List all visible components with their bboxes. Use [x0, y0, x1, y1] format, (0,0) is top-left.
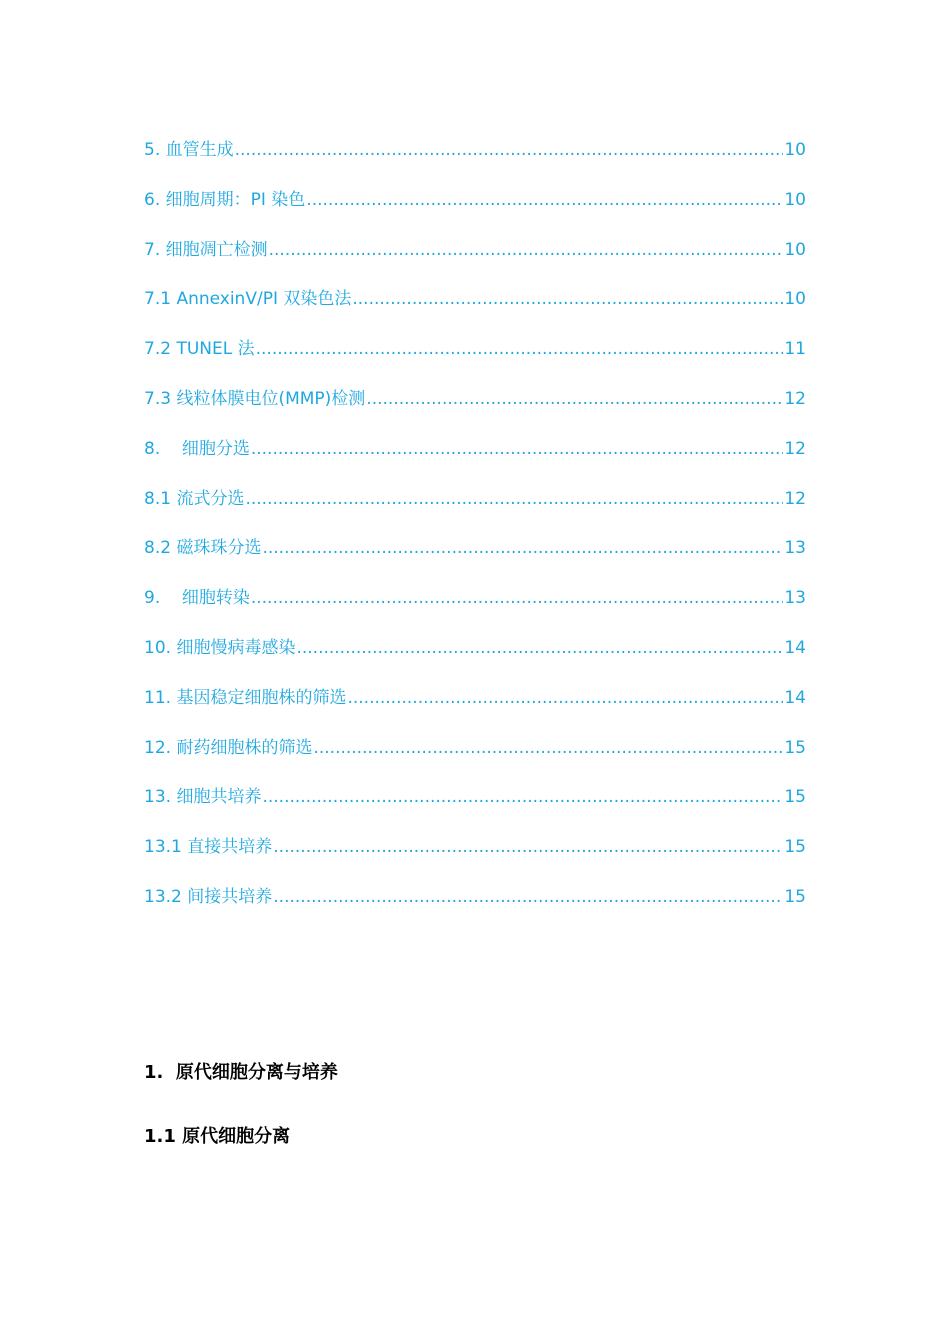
toc-entry-page: 15: [784, 886, 806, 907]
toc-dot-leader: [306, 187, 783, 213]
toc-entry-page: 15: [784, 737, 806, 758]
toc-entry[interactable]: [144, 187, 806, 237]
toc-dot-leader: [366, 386, 783, 412]
toc-entry-page: 14: [784, 637, 806, 658]
toc-entry[interactable]: [144, 585, 806, 635]
toc-dot-leader: [245, 486, 783, 512]
toc-entry-page: 10: [784, 239, 806, 260]
toc-entry-title: 7. 细胞凋亡检测: [144, 239, 268, 260]
toc-entry-title: 11. 基因稳定细胞株的筛选: [144, 687, 347, 708]
toc-entry-title: 7.1 AnnexinV/PI 双染色法: [144, 289, 352, 310]
toc-entry-page: 15: [784, 787, 806, 808]
toc-entry[interactable]: [144, 685, 806, 735]
toc-entry-title: 8.2 磁珠珠分选: [144, 538, 262, 559]
toc-entry[interactable]: [144, 336, 806, 386]
toc-dot-leader: [251, 585, 784, 611]
toc-dot-leader: [313, 735, 783, 761]
toc-entry[interactable]: [144, 436, 806, 486]
subsection-heading: 1.1 原代细胞分离: [144, 1126, 291, 1147]
toc-entry[interactable]: [144, 486, 806, 536]
toc-dot-leader: [256, 336, 784, 362]
toc-entry[interactable]: [144, 784, 806, 834]
toc-entry-title: 8. 细胞分选: [144, 438, 250, 459]
toc-entry-title: 5. 血管生成: [144, 140, 234, 160]
toc-entry-page: 12: [784, 488, 806, 509]
toc-dot-leader: [235, 137, 784, 163]
toc-dot-leader: [296, 635, 783, 661]
toc-entry-title: 7.2 TUNEL 法: [144, 339, 255, 360]
toc-entry-page: 13: [784, 588, 806, 609]
toc-entry-page: 12: [784, 388, 806, 409]
toc-entry-page: 10: [784, 140, 806, 160]
toc-entry-title: 10. 细胞慢病毒感染: [144, 637, 296, 658]
toc-entry-title: 13. 细胞共培养: [144, 787, 262, 808]
toc-dot-leader: [262, 784, 783, 810]
section-heading: 1. 原代细胞分离与培养: [144, 1062, 338, 1083]
toc-entry-title: 6. 细胞周期：PI 染色: [144, 189, 306, 210]
toc-dot-leader: [262, 535, 783, 561]
toc-entry-title: 12. 耐药细胞株的筛选: [144, 737, 313, 758]
toc-entry-title: 13.2 间接共培养: [144, 886, 273, 907]
toc-entry[interactable]: [144, 535, 806, 585]
toc-entry-title: 13.1 直接共培养: [144, 837, 273, 858]
toc-entry-page: 10: [784, 289, 806, 310]
toc-entry[interactable]: [144, 386, 806, 436]
toc-entry-title: 9. 细胞转染: [144, 588, 250, 609]
toc-entry-page: 11: [784, 339, 806, 360]
toc-entry[interactable]: [144, 237, 806, 287]
toc-entry-page: 12: [784, 438, 806, 459]
toc-dot-leader: [269, 237, 784, 263]
toc-entry-page: 13: [784, 538, 806, 559]
toc-entry[interactable]: [144, 286, 806, 336]
toc-entry[interactable]: [144, 137, 806, 187]
toc-entry[interactable]: [144, 735, 806, 785]
toc-entry[interactable]: [144, 884, 806, 934]
toc-entry[interactable]: [144, 635, 806, 685]
toc-dot-leader: [273, 884, 783, 910]
toc-entry[interactable]: [144, 834, 806, 884]
toc-dot-leader: [347, 685, 783, 711]
toc-entry-page: 10: [784, 189, 806, 210]
table-of-contents: [144, 137, 806, 934]
toc-dot-leader: [251, 436, 784, 462]
toc-entry-page: 14: [784, 687, 806, 708]
toc-dot-leader: [273, 834, 783, 860]
toc-entry-title: 7.3 线粒体膜电位(MMP)检测: [144, 388, 366, 409]
toc-entry-page: 15: [784, 837, 806, 858]
toc-entry-title: 8.1 流式分选: [144, 488, 245, 509]
toc-dot-leader: [352, 286, 783, 312]
